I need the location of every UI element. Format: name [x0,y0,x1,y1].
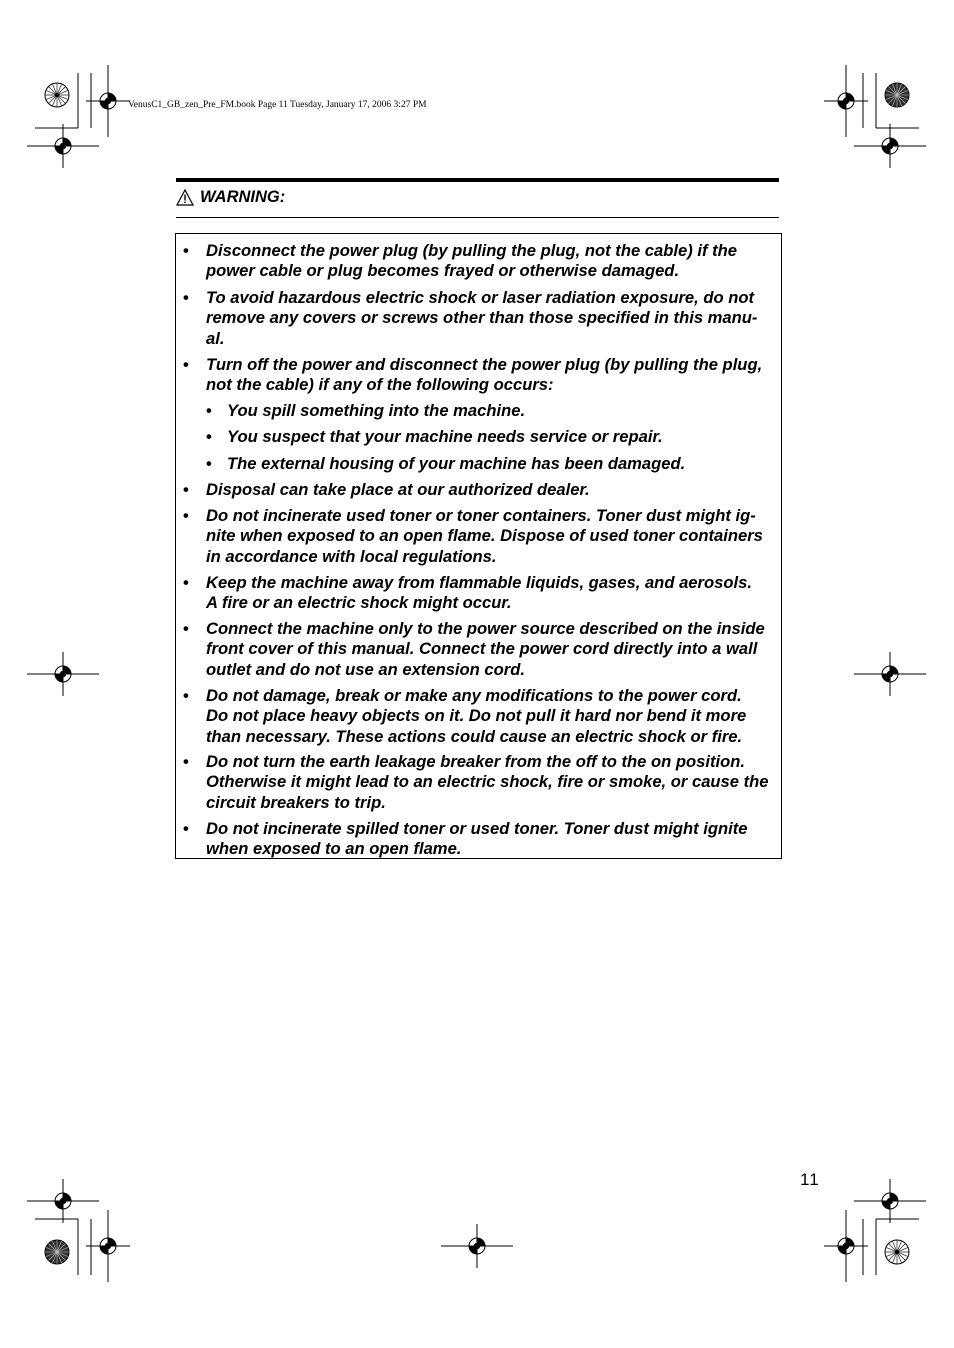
warning-item-line: power cable or plug becomes frayed or otherwise damaged. [206,261,680,281]
bullet-marker: • [183,288,189,307]
warning-item-text [206,241,776,282]
warning-triangle-icon [176,189,194,206]
warning-item-line: You suspect that your machine needs service or repair. [227,427,663,446]
warning-item-text [206,819,776,860]
warning-item-text [227,427,797,447]
warning-item-line: than necessary. These actions could cause an electric shock or fire. [206,726,743,746]
bullet-marker: • [206,427,212,446]
bullet-marker: • [183,241,189,260]
warning-item-line: Do not place heavy objects on it. Do not pull it hard nor bend it more [206,706,747,726]
bullet-marker: • [183,819,189,838]
warning-heading [176,186,285,208]
bullet-marker: • [206,401,212,420]
heading-rule-top [176,178,779,182]
warning-item-line: Do not turn the earth leakage breaker from the off to the on position. [206,752,746,771]
warning-item-line: outlet and do not use an extension cord. [206,659,525,679]
warning-item-text [206,619,776,680]
warning-item-line: Do not incinerate spilled toner or used toner. Toner dust might ignite [206,819,748,838]
bullet-marker: • [183,480,189,499]
warning-item-line: in accordance with local regulations. [206,546,497,566]
warning-item-line: al. [206,328,225,348]
warning-item-line: Connect the machine only to the power source described on the inside [206,619,765,638]
warning-item-text [206,686,776,747]
warning-item-text [206,355,776,396]
warning-item-text [206,752,776,813]
warning-item-line: when exposed to an open flame. [206,839,462,859]
warning-item-line: A fire or an electric shock might occur. [206,593,512,613]
warning-item-line: The external housing of your machine has been damaged. [227,454,686,473]
warning-item-text [227,401,797,421]
bullet-marker: • [183,686,189,705]
warning-item-line: You spill something into the machine. [227,401,526,420]
bullet-marker: • [206,454,212,473]
heading-rule-bottom [176,217,779,218]
warning-item-line: remove any covers or screws other than those specified in this manu- [206,308,758,328]
bullet-marker: • [183,619,189,638]
bullet-marker: • [183,355,189,374]
warning-item-line: Disconnect the power plug (by pulling the plug, not the cable) if the [206,241,737,260]
warning-item-text [206,288,776,349]
warning-item-line: Keep the machine away from flammable liquids, gases, and aerosols. [206,573,752,592]
warning-item-line: Do not damage, break or make any modifications to the power cord. [206,686,742,705]
warning-item-line: front cover of this manual. Connect the power cord directly into a wall [206,639,758,659]
page-number: 11 [800,1170,820,1189]
warning-item-line: Otherwise it might lead to an electric shock, fire or smoke, or cause the [206,772,769,792]
warning-item-line: Turn off the power and disconnect the power plug (by pulling the plug, [206,355,763,374]
warning-box [175,233,782,859]
warning-item-text [206,573,776,614]
warning-item-text [206,480,776,500]
bullet-marker: • [183,573,189,592]
warning-heading-text: WARNING: [200,187,286,206]
warning-item-text [227,454,797,474]
warning-item-line: Disposal can take place at our authorized dealer. [206,480,590,499]
bullet-marker: • [183,752,189,771]
warning-item-line: Do not incinerate used toner or toner containers. Toner dust might ig- [206,506,756,525]
warning-item-line: circuit breakers to trip. [206,792,386,812]
bullet-marker: • [183,506,189,525]
warning-item-text [206,506,776,567]
warning-item-line: nite when exposed to an open flame. Dispose of used toner containers [206,526,763,546]
printer-slug-line: VenusC1_GB_zen_Pre_FM.book Page 11 Tuesday, January 17, 2006 3:27 PM [128,100,427,110]
warning-item-line: not the cable) if any of the following occurs: [206,375,554,395]
warning-item-line: To avoid hazardous electric shock or laser radiation exposure, do not [206,288,755,307]
